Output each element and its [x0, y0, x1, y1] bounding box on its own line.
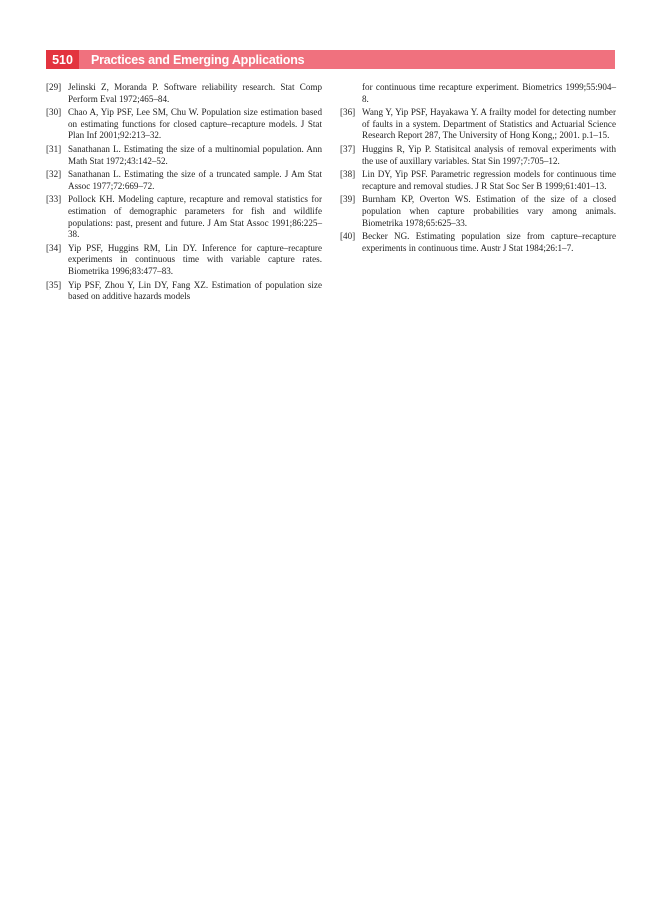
- reference-text: Sanathanan L. Estimating the size of a truncated sample. J Am Stat Assoc 1977;72:669–72.: [68, 169, 322, 191]
- reference-text: Sanathanan L. Estimating the size of a multinomial population. Ann Math Stat 1972;43:142–52.: [68, 143, 322, 166]
- reference-text: Wang Y, Yip PSF, Hayakawa Y. A frailty model for detecting number of faults in a system. Department of Statistics and Actuarial Science Research Report 287, The University of Hong Kong,; 2001. p.1–15.: [362, 107, 616, 141]
- reference-number: [34]: [46, 242, 62, 253]
- reference-text: Chao A, Yip PSF, Lee SM, Chu W. Population size estimation based on estimating functions for closed capture–recapture models. J Stat Plan Inf 2001;92:213–32.: [68, 107, 322, 141]
- references-right-column: [340, 82, 616, 256]
- reference-item: [340, 194, 616, 229]
- reference-number: [35]: [46, 279, 62, 290]
- reference-text: Yip PSF, Zhou Y, Lin DY, Fang XZ. Estimation of population size based on additive hazards models: [68, 279, 322, 302]
- reference-number: [30]: [46, 107, 62, 118]
- reference-text: Lin DY, Yip PSF. Parametric regression models for continuous time recapture and removal studies. J R Stat Soc Ser B 1999;61:401–13.: [362, 169, 616, 191]
- reference-number: [39]: [340, 194, 356, 205]
- references-left-column: [46, 82, 322, 305]
- reference-number: [29]: [46, 82, 62, 92]
- reference-number: [31]: [46, 143, 62, 154]
- reference-item: [46, 144, 322, 167]
- reference-number: [32]: [46, 169, 62, 180]
- reference-text: Becker NG. Estimating population size from capture–recapture experiments in continuous time. Austr J Stat 1984;26:1–7.: [362, 231, 616, 253]
- reference-item: [340, 107, 616, 142]
- reference-text: Pollock KH. Modeling capture, recapture and removal statistics for estimation of demographic parameters for fish and wildlife populations: past, present and future. J Am Stat Assoc 1991;86:225–38.: [68, 194, 322, 240]
- reference-item: [46, 280, 322, 303]
- reference-number: [37]: [340, 143, 356, 154]
- reference-item: [340, 231, 616, 254]
- reference-item: [46, 107, 322, 142]
- reference-text: Huggins R, Yip P. Statisitcal analysis of removal experiments with the use of auxillary variables. Stat Sin 1997;7:705–12.: [362, 143, 616, 166]
- reference-item: [46, 194, 322, 240]
- reference-text: Yip PSF, Huggins RM, Lin DY. Inference for capture–recapture experiments in continuous time with variable capture rates. Biometrika 1996;83:477–83.: [68, 242, 322, 276]
- reference-number: [38]: [340, 169, 356, 180]
- reference-text: Burnham KP, Overton WS. Estimation of the size of a closed population when capture probabilities vary among animals. Biometrika 1978;65:625–33.: [362, 194, 616, 228]
- running-header: [46, 50, 615, 69]
- reference-number: [33]: [46, 194, 62, 205]
- reference-text: Jelinski Z, Moranda P. Software reliability research. Stat Comp Perform Eval 1972;465–84.: [68, 82, 322, 104]
- reference-number: [40]: [340, 231, 356, 242]
- reference-item: [340, 144, 616, 167]
- reference-item: [46, 243, 322, 278]
- reference-item: [46, 169, 322, 192]
- page-number: 510: [46, 50, 79, 69]
- reference-item: [340, 169, 616, 192]
- reference-number: [36]: [340, 107, 356, 118]
- reference-continuation: for continuous time recapture experiment. Biometrics 1999;55:904–8.: [362, 82, 616, 104]
- chapter-title: Practices and Emerging Applications: [91, 52, 305, 67]
- reference-item: [46, 82, 322, 105]
